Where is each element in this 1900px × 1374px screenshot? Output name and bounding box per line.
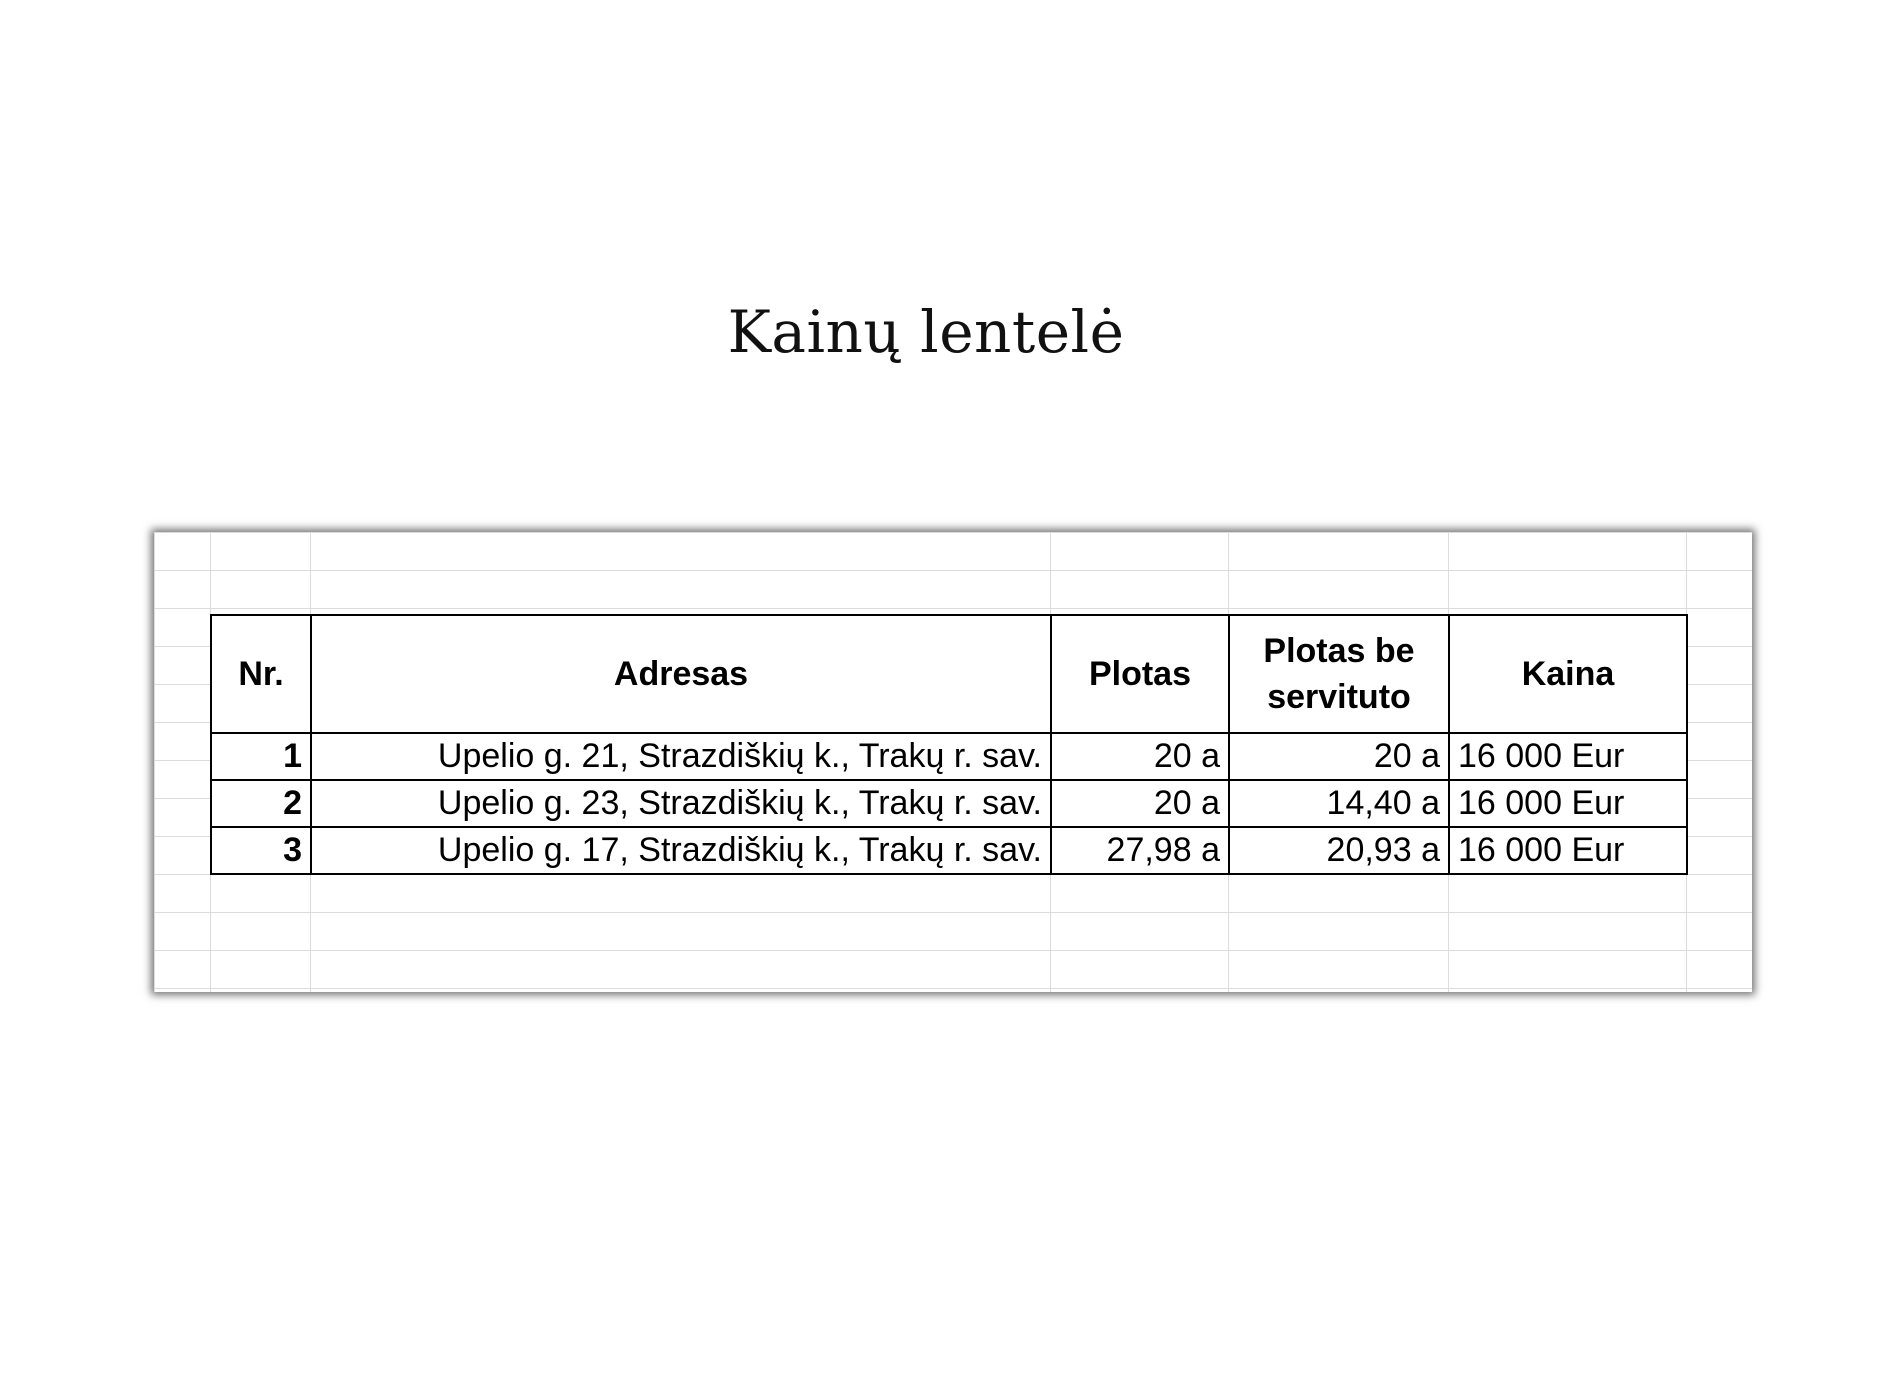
header-nr: Nr. (211, 615, 311, 733)
cell-area: 20 a (1051, 733, 1229, 780)
cell-area: 20 a (1051, 780, 1229, 827)
cell-area-no-servitude: 20 a (1229, 733, 1449, 780)
header-address: Adresas (311, 615, 1051, 733)
cell-price: 16 000 Eur (1449, 780, 1687, 827)
document-title: Kainų lentelė (727, 298, 1125, 366)
cell-area-no-servitude: 20,93 a (1229, 827, 1449, 874)
cell-address: Upelio g. 21, Strazdiškių k., Trakų r. sav. (311, 733, 1051, 780)
header-area-no-servitude: Plotas be servituto (1229, 615, 1449, 733)
table-row (211, 780, 1687, 827)
cell-area: 27,98 a (1051, 827, 1229, 874)
header-area: Plotas (1051, 615, 1229, 733)
table-header-row (211, 615, 1687, 733)
cell-nr: 1 (211, 733, 311, 780)
cell-price: 16 000 Eur (1449, 827, 1687, 874)
cell-address: Upelio g. 17, Strazdiškių k., Trakų r. sav. (311, 827, 1051, 874)
cell-area-no-servitude: 14,40 a (1229, 780, 1449, 827)
table-row (211, 733, 1687, 780)
cell-nr: 2 (211, 780, 311, 827)
header-price: Kaina (1449, 615, 1687, 733)
cell-nr: 3 (211, 827, 311, 874)
cell-price: 16 000 Eur (1449, 733, 1687, 780)
spreadsheet-snapshot (154, 532, 1752, 992)
table-row (211, 827, 1687, 874)
price-table (210, 614, 1688, 875)
cell-address: Upelio g. 23, Strazdiškių k., Trakų r. sav. (311, 780, 1051, 827)
